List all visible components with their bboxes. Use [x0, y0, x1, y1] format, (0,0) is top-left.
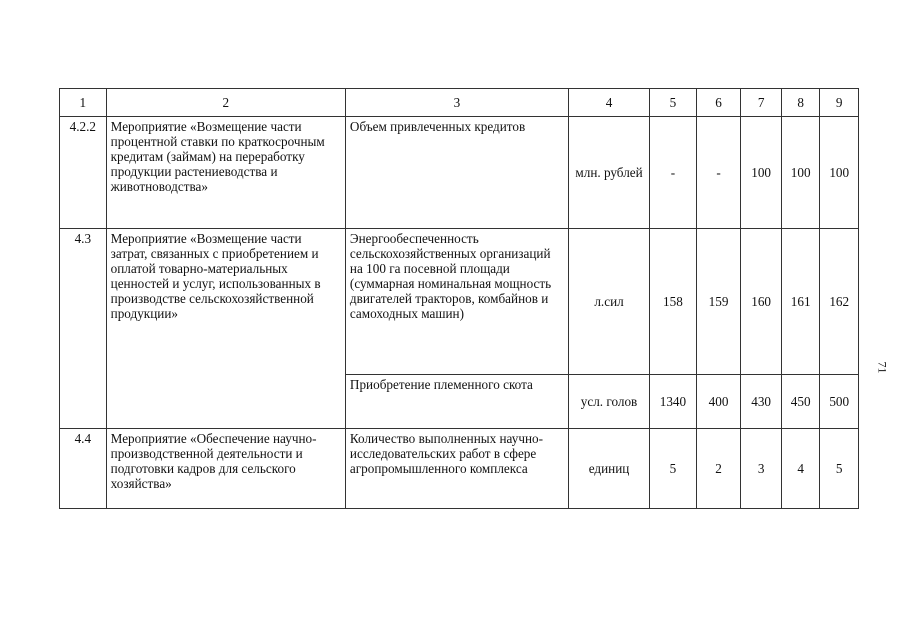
header-cell: 4: [568, 89, 649, 117]
header-cell: 2: [106, 89, 345, 117]
table-row: [60, 229, 859, 375]
indicator-name: Энергообеспеченность сельскохозяйственных организаций на 100 га посевной площади (суммарная номинальная мощность двигателей тракторов, комбайнов и самоходных машин): [345, 229, 568, 375]
value-cell: 4: [781, 429, 820, 509]
indicator-name: Приобретение племенного скота: [345, 375, 568, 429]
header-cell: 8: [781, 89, 820, 117]
indicator-name: Количество выполненных научно-исследовательских работ в сфере агропромышленного комплекса: [345, 429, 568, 509]
value-cell: 400: [696, 375, 741, 429]
row-number: 4.2.2: [60, 117, 107, 229]
page-number: 71: [875, 361, 890, 374]
unit-cell: л.сил: [568, 229, 649, 375]
row-number: 4.4: [60, 429, 107, 509]
value-cell: 159: [696, 229, 741, 375]
value-cell: 5: [820, 429, 859, 509]
header-cell: 1: [60, 89, 107, 117]
value-cell: -: [696, 117, 741, 229]
value-cell: 5: [650, 429, 697, 509]
header-row: [60, 89, 859, 117]
header-cell: 7: [741, 89, 782, 117]
value-cell: 100: [741, 117, 782, 229]
value-cell: 450: [781, 375, 820, 429]
value-cell: 2: [696, 429, 741, 509]
value-cell: 100: [820, 117, 859, 229]
table-row: [60, 117, 859, 229]
value-cell: -: [650, 117, 697, 229]
value-cell: 161: [781, 229, 820, 375]
value-cell: 160: [741, 229, 782, 375]
header-cell: 5: [650, 89, 697, 117]
measure-text: Мероприятие «Обеспечение научно-производственной деятельности и подготовки кадров для сельского хозяйства»: [106, 429, 345, 509]
header-cell: 3: [345, 89, 568, 117]
table-row: [60, 429, 859, 509]
header-cell: 9: [820, 89, 859, 117]
row-number: 4.3: [60, 229, 107, 429]
value-cell: 100: [781, 117, 820, 229]
measure-text: Мероприятие «Возмещение части процентной ставки по краткосрочным кредитам (займам) на переработку продукции растениеводства и животноводства»: [106, 117, 345, 229]
unit-cell: млн. рублей: [568, 117, 649, 229]
value-cell: 500: [820, 375, 859, 429]
unit-cell: усл. голов: [568, 375, 649, 429]
header-cell: 6: [696, 89, 741, 117]
unit-cell: единиц: [568, 429, 649, 509]
program-indicators-table: [59, 88, 859, 509]
measure-text: Мероприятие «Возмещение части затрат, связанных с приобретением и оплатой товарно-материальных ценностей и услуг, использованных в производстве сельскохозяйственной продукции»: [106, 229, 345, 429]
value-cell: 3: [741, 429, 782, 509]
value-cell: 430: [741, 375, 782, 429]
value-cell: 1340: [650, 375, 697, 429]
indicator-name: Объем привлеченных кредитов: [345, 117, 568, 229]
value-cell: 158: [650, 229, 697, 375]
value-cell: 162: [820, 229, 859, 375]
